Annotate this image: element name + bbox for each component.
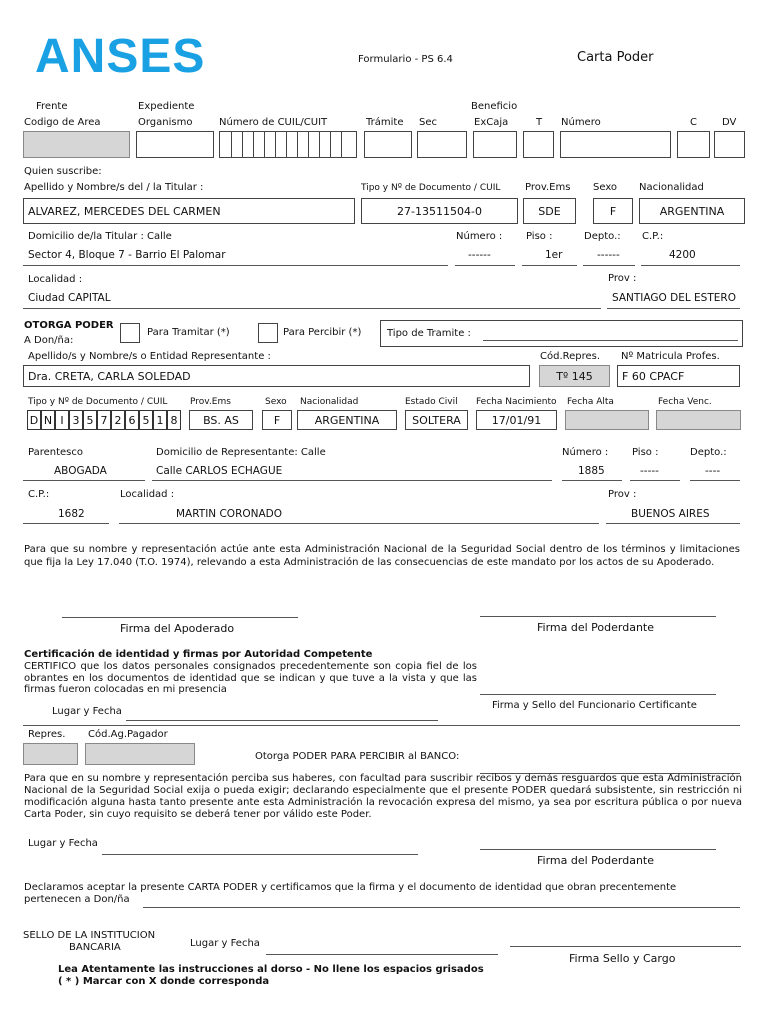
titular-sexo-value: F (609, 204, 617, 218)
matricula-label: Nº Matricula Profes. (621, 351, 720, 362)
t-field[interactable] (523, 131, 554, 158)
c-label: C (690, 117, 697, 128)
sec-field[interactable] (417, 131, 467, 158)
rep-piso-line[interactable] (630, 480, 680, 481)
titular-piso-label: Piso : (526, 231, 553, 242)
rep-sexo-label: Sexo (265, 397, 287, 407)
rep-domicilio-line[interactable] (152, 480, 552, 481)
rep-localidad-label: Localidad : (120, 489, 175, 500)
titular-cp-value: 4200 (669, 249, 696, 261)
organismo-label: Organismo (138, 117, 193, 128)
repres-field[interactable] (23, 743, 78, 765)
banco-text: Para que en su nombre y representación perciba sus haberes, con facultad para suscribir recibos y demás resguardos que esta Administración Nacional de la Seguridad Social exija o pueda exigir; declarando especialmente que el presente PODER quedará subsistente, sin restricción ni modificación alguna hasta tanto presente ante esta Administración la revocación expresa del mismo, ya sea por escritura pública o por nueva Carta Poder, sin cuyo requisito se deberá tener por válido este Poder. (24, 773, 742, 820)
rep-estado-civil-label: Estado Civil (405, 397, 458, 407)
firma-poderdante-line[interactable] (480, 616, 716, 617)
titular-nombre-label: Apellido y Nombre/s del / la Titular : (24, 182, 204, 193)
declaramos-text: Declaramos aceptar la presente CARTA PODER y certificamos que la firma y el documento de identidad que obran precentemente pertenecen a Don/ña (24, 882, 677, 905)
firma-funcionario-line[interactable] (480, 694, 716, 695)
rep-cp-value: 1682 (58, 508, 85, 520)
rep-numero-value: 1885 (578, 465, 605, 477)
rep-domicilio-value: Calle CARLOS ECHAGUE (156, 465, 283, 477)
rep-fecha-alta-field[interactable] (565, 410, 649, 430)
rep-prov-ems-value: BS. AS (203, 413, 239, 427)
rep-numero-line[interactable] (562, 480, 622, 481)
para-percibir-label: Para Percibir (*) (283, 327, 362, 338)
a-dona-label: A Don/ña: (24, 335, 74, 346)
cert-lugar-fecha-line[interactable] (126, 720, 438, 721)
doc-digit: 7 (97, 410, 111, 430)
rep-prov-label: Prov : (608, 489, 637, 500)
para-tramitar-checkbox[interactable] (120, 323, 140, 343)
beneficio-label: Beneficio (471, 101, 518, 112)
rep-nombre-label: Apellido/s y Nombre/s o Entidad Representante : (28, 351, 271, 362)
numero-label: Número (561, 117, 601, 128)
firma-funcionario-label: Firma y Sello del Funcionario Certificante (492, 700, 697, 711)
tipo-tramite-line (483, 340, 738, 341)
rep-fecha-venc-field[interactable] (656, 410, 741, 430)
codigo-area-field[interactable] (23, 131, 130, 158)
rep-localidad-value: MARTIN CORONADO (176, 508, 283, 520)
matricula-value: F 60 CPACF (622, 369, 685, 383)
rep-localidad-line[interactable] (119, 523, 599, 524)
titular-nombre-value: ALVAREZ, MERCEDES DEL CARMEN (28, 204, 221, 218)
sello-lugar-fecha-label: Lugar y Fecha (190, 938, 260, 949)
titular-prov-ems-label: Prov.Ems (525, 182, 571, 193)
rep-estado-civil-value: SOLTERA (412, 413, 461, 427)
titular-numero-label: Número : (456, 231, 503, 242)
banco-lugar-fecha-line[interactable] (102, 854, 418, 855)
dv-field[interactable] (714, 131, 745, 158)
titular-nacionalidad-value: ARGENTINA (659, 204, 725, 218)
sello-institucion-label: SELLO DE LA INSTITUCION (23, 930, 156, 941)
rep-nacionalidad-value: ARGENTINA (314, 413, 380, 427)
firma-sello-cargo-line[interactable] (510, 946, 741, 947)
doc-digit: 2 (111, 410, 125, 430)
rep-cp-line[interactable] (23, 523, 109, 524)
para-percibir-checkbox[interactable] (258, 323, 278, 343)
doc-digit: I (55, 410, 69, 430)
titular-domicilio-value: Sector 4, Bloque 7 - Barrio El Palomar (28, 249, 226, 261)
t-label: T (536, 117, 543, 128)
doc-digit: 5 (83, 410, 97, 430)
c-field[interactable] (677, 131, 710, 158)
rep-prov-line[interactable] (606, 523, 740, 524)
sello-lugar-fecha-line[interactable] (266, 954, 498, 955)
titular-depto-value: ------ (597, 249, 620, 261)
quien-suscribe-label: Quien suscribe: (24, 166, 102, 177)
banco-lugar-fecha-label: Lugar y Fecha (28, 838, 98, 849)
codigo-area-label: Codigo de Area (24, 117, 101, 128)
rep-prov-value: BUENOS AIRES (631, 508, 710, 520)
cod-ag-pagador-label: Cód.Ag.Pagador (88, 729, 168, 740)
titular-documento-value: 27-13511504-0 (397, 204, 482, 218)
banco-firma-poderdante-line[interactable] (480, 849, 716, 850)
titular-prov-value: SANTIAGO DEL ESTERO (612, 292, 736, 304)
rep-fecha-nac-label: Fecha Nacimiento (476, 397, 557, 407)
para-tramitar-label: Para Tramitar (*) (147, 327, 230, 338)
rep-sexo-value: F (273, 413, 281, 427)
rep-numero-label: Número : (562, 447, 609, 458)
cod-ag-pagador-field[interactable] (85, 743, 195, 765)
titular-nacionalidad-label: Nacionalidad (639, 182, 704, 193)
parentesco-line[interactable] (23, 480, 145, 481)
doc-digit: 8 (167, 410, 181, 430)
titular-numero-line[interactable] (455, 265, 515, 266)
rep-tipo-doc-label: Tipo y Nº de Documento / CUIL (28, 397, 168, 407)
rep-doc-digits[interactable] (27, 410, 183, 430)
titular-localidad-line[interactable] (23, 308, 601, 309)
rep-fecha-nac-value: 17/01/91 (491, 413, 542, 427)
titular-prov-ems-value: SDE (538, 204, 561, 218)
banco-firma-poderdante-label: Firma del Poderdante (537, 854, 654, 867)
expediente-label: Expediente (138, 101, 195, 112)
doc-digit: 6 (125, 410, 139, 430)
form-code: Formulario - PS 6.4 (358, 54, 453, 65)
doc-digit: D (27, 410, 41, 430)
titular-localidad-label: Localidad : (28, 274, 83, 285)
firma-apoderado-label: Firma del Apoderado (120, 622, 235, 635)
firma-poderdante-label: Firma del Poderdante (537, 621, 654, 634)
firma-apoderado-line[interactable] (62, 617, 298, 618)
numero-field[interactable] (560, 131, 671, 158)
dv-label: DV (722, 117, 737, 128)
rep-piso-label: Piso : (632, 447, 659, 458)
doc-digit: 3 (69, 410, 83, 430)
titular-tipo-doc-label: Tipo y Nº de Documento / CUIL (361, 183, 501, 193)
anses-logo: ANSES (35, 30, 206, 83)
rep-prov-ems-label: Prov.Ems (190, 397, 231, 407)
declaramos-line[interactable] (143, 907, 740, 908)
certificacion-title: Certificación de identidad y firmas por Autoridad Competente (24, 649, 373, 660)
doc-digit: 5 (139, 410, 153, 430)
cert-lugar-fecha-label: Lugar y Fecha (52, 706, 122, 717)
repres-label: Repres. (28, 729, 66, 740)
titular-piso-line[interactable] (522, 265, 577, 266)
certificacion-text: CERTIFICO que los datos personales consignados precedentemente son copia fiel de los obrantes en los documentos de identidad que se indican y que tuve a la vista y que las firmas fueron colocadas en mi presencia (24, 661, 477, 695)
cod-repres-value: Tº 145 (556, 369, 593, 383)
nota-marcar: ( * ) Marcar con X donde corresponda (58, 976, 270, 987)
mandato-text: Para que su nombre y representación actúe ante esta Administración Nacional de la Seguridad Social dentro de los términos y limitaciones que fija la Ley 17.040 (T.O. 1974), relevando a esta Administración de las consecuencias de este mandato por los actos de su Apoderado. (24, 544, 740, 568)
frente-label: Frente (36, 101, 68, 112)
cuil-label: Número de CUIL/CUIT (219, 117, 328, 128)
otorga-poder-label: OTORGA PODER (24, 320, 114, 331)
parentesco-label: Parentesco (28, 447, 83, 458)
rep-depto-label: Depto.: (690, 447, 727, 458)
rep-domicilio-label: Domicilio de Representante: Calle (156, 447, 326, 458)
rep-fecha-alta-label: Fecha Alta (567, 397, 614, 407)
cod-repres-label: Cód.Repres. (540, 351, 601, 362)
tipo-tramite-label: Tipo de Tramite : (387, 328, 471, 339)
titular-prov-label: Prov : (608, 273, 637, 284)
titular-depto-label: Depto.: (584, 231, 621, 242)
rep-nombre-value: Dra. CRETA, CARLA SOLEDAD (28, 369, 191, 383)
form-title: Carta Poder (577, 50, 654, 65)
titular-prov-line[interactable] (607, 308, 740, 309)
rep-fecha-venc-label: Fecha Venc. (658, 397, 712, 407)
tramite-label: Trámite (366, 117, 404, 128)
titular-depto-line[interactable] (583, 265, 635, 266)
tramite-field[interactable] (364, 131, 412, 158)
rep-cp-label: C.P.: (28, 489, 50, 500)
titular-localidad-value: Ciudad CAPITAL (28, 292, 111, 304)
rep-depto-value: ---- (705, 465, 721, 477)
doc-digit: 1 (153, 410, 167, 430)
firma-sello-cargo-label: Firma Sello y Cargo (569, 952, 676, 965)
cuil-field[interactable] (219, 131, 357, 158)
excaja-label: ExCaja (474, 117, 509, 128)
titular-domicilio-line[interactable] (23, 265, 448, 266)
titular-cp-line[interactable] (641, 265, 740, 266)
rep-nacionalidad-label: Nacionalidad (300, 397, 359, 407)
titular-sexo-label: Sexo (593, 182, 618, 193)
titular-domicilio-label: Domicilio de/la Titular : Calle (28, 231, 172, 242)
titular-cp-label: C.P.: (642, 231, 664, 242)
organismo-field[interactable] (136, 131, 214, 158)
parentesco-value: ABOGADA (54, 465, 107, 477)
rep-depto-line[interactable] (690, 480, 740, 481)
sec-label: Sec (419, 117, 437, 128)
rep-piso-value: ----- (640, 465, 659, 477)
doc-digit: N (41, 410, 55, 430)
nota-instrucciones: Lea Atentamente las instrucciones al dorso - No llene los espacios grisados (58, 964, 484, 975)
otorga-banco-label: Otorga PODER PARA PERCIBIR al BANCO: (255, 751, 460, 762)
titular-piso-value: 1er (545, 249, 563, 261)
section-divider (23, 725, 740, 726)
excaja-field[interactable] (473, 131, 517, 158)
sello-bancaria-label: BANCARIA (69, 942, 121, 953)
titular-numero-value: ------ (468, 249, 491, 261)
